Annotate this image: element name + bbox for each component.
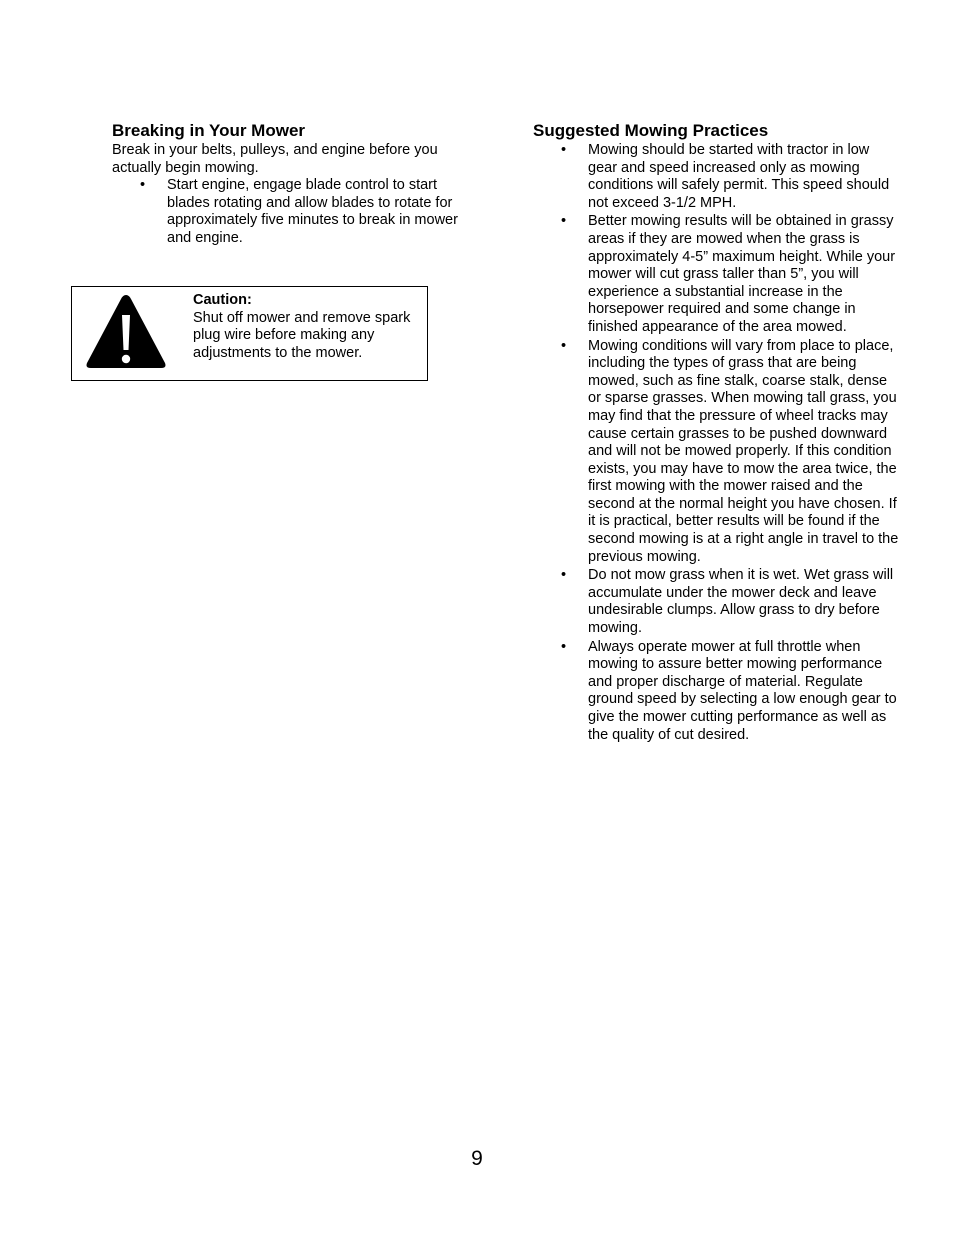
list-item-text: Do not mow grass when it is wet. Wet grass will accumulate under the mower deck and leave undesirable clumps. Allow grass to dry before mowing.	[588, 567, 894, 637]
bullet-icon: •	[561, 337, 567, 354]
list-item-text: Always operate mower at full throttle when mowing to assure better mowing performance and proper discharge of material. Regulate ground speed by selecting a low enough gear to give the mower cutting performance as well as the quality of cut desired.	[588, 638, 897, 743]
caution-box	[71, 286, 428, 381]
bullet-icon: •	[140, 177, 146, 194]
caution-body: Shut off mower and remove spark plug wire before making any adjustments to the mower.	[193, 309, 411, 361]
bullet-icon: •	[561, 142, 567, 158]
bullet-icon: •	[561, 567, 567, 584]
bullet-icon: •	[561, 638, 567, 655]
list-item	[533, 142, 901, 212]
list-item-text: Mowing should be started with tractor in low gear and speed increased only as mowing conditions will safely permit. This speed should not exceed 3-1/2 MPH.	[588, 142, 890, 211]
breaking-in-list	[112, 177, 482, 247]
list-item	[533, 567, 901, 637]
list-item	[533, 639, 901, 745]
mowing-practices-section	[533, 120, 901, 745]
warning-triangle-icon	[85, 293, 167, 369]
list-item-text: Start engine, engage blade control to start blades rotating and allow blades to rotate for approximately five minutes to break in mower and engine.	[167, 177, 458, 246]
breaking-in-section	[112, 120, 482, 248]
mowing-practices-list	[533, 142, 901, 744]
caution-text	[193, 292, 421, 362]
list-item	[533, 338, 901, 567]
caution-title: Caution:	[193, 292, 252, 308]
page-number: 9	[471, 1147, 483, 1170]
breaking-in-intro: Break in your belts, pulleys, and engine before you actually begin mowing.	[112, 142, 438, 176]
list-item-text: Better mowing results will be obtained in grassy areas if they are mowed when the grass is approximately 4-5” maximum height. While your mower will cut grass taller than 5”, you will experience a substantial increase in the horsepower required and some change in finished appearance of the area mowed.	[588, 213, 896, 335]
list-item-text: Mowing conditions will vary from place to place, including the types of grass that are being mowed, such as fine stalk, coarse stalk, dense or sparse grasses. When mowing tall grass, you may find that the pressure of wheel tracks may cause certain grasses to be pushed downward and will not be mowed properly. If this condition exists, you may have to mow the area twice, the first mowing with the mower raised and the second at the normal height you have chosen. If it is practical, better results will be found if the second mowing is at a right angle in travel to the previous mowing.	[588, 337, 899, 565]
list-item	[533, 213, 901, 336]
breaking-in-heading: Breaking in Your Mower	[112, 121, 306, 140]
bullet-icon: •	[561, 213, 567, 230]
mowing-practices-heading: Suggested Mowing Practices	[533, 121, 769, 140]
list-item	[112, 177, 482, 247]
